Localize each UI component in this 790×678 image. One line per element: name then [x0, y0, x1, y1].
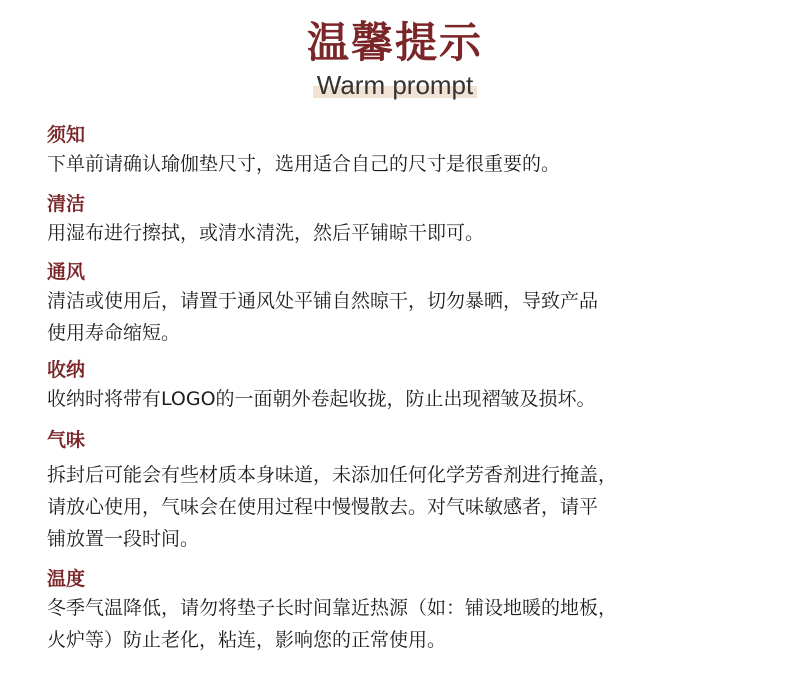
subtitle-wrap	[0, 70, 790, 100]
section-odor	[47, 427, 767, 555]
section-heading: 温度	[47, 568, 86, 590]
section-line: 下单前请确认瑜伽垫尺寸，选用适合自己的尺寸是很重要的。	[47, 153, 561, 175]
section-heading: 清洁	[47, 193, 86, 215]
section-line: 火炉等）防止老化，粘连，影响您的正常使用。	[47, 629, 447, 651]
section-heading: 收纳	[47, 359, 86, 381]
section-heading: 通风	[47, 261, 86, 283]
section-line: 收纳时将带有LOGO的一面朝外卷起收拢，防止出现褶皱及损坏。	[47, 388, 596, 410]
section-line: 铺放置一段时间。	[47, 528, 200, 550]
page-title: 温馨提示	[306, 18, 483, 67]
header	[0, 0, 790, 110]
section-line: 冬季气温降低，请勿将垫子长时间靠近热源（如：铺设地暖的地板，	[47, 597, 618, 619]
subtitle	[313, 70, 478, 100]
section-line: 拆封后可能会有些材质本身味道，未添加任何化学芳香剂进行掩盖，	[47, 464, 618, 486]
section-notice	[47, 122, 767, 180]
section-storage	[47, 357, 767, 415]
section-line: 用湿布进行擦拭，或清水清洗，然后平铺晾干即可。	[47, 222, 485, 244]
section-line: 使用寿命缩短。	[47, 322, 181, 344]
section-ventilation	[47, 259, 767, 349]
section-line: 请放心使用，气味会在使用过程中慢慢散去。对气味敏感者，请平	[47, 496, 599, 518]
section-heading: 须知	[47, 124, 86, 146]
section-heading: 气味	[47, 429, 86, 451]
section-temperature	[47, 566, 767, 656]
section-line: 清洁或使用后，请置于通风处平铺自然晾干，切勿暴晒，导致产品	[47, 290, 599, 312]
section-cleaning	[47, 191, 767, 249]
subtitle-text: Warm prompt	[316, 70, 474, 100]
